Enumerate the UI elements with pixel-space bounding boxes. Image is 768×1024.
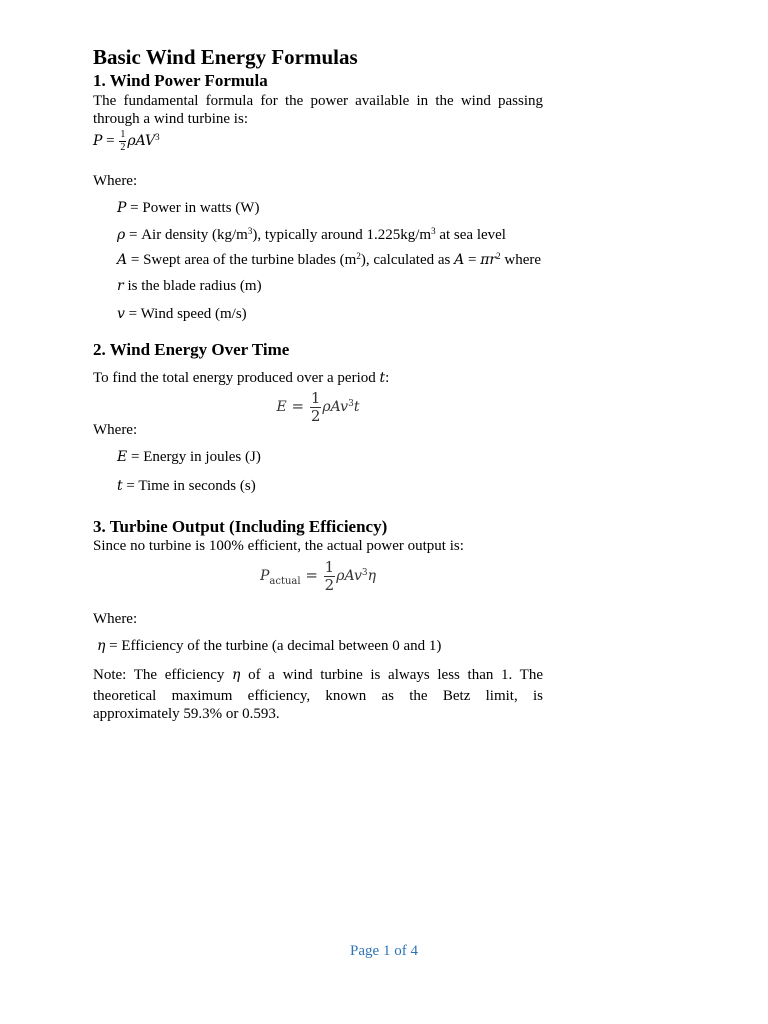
definition-symbol: E xyxy=(117,449,128,465)
definition-energy xyxy=(117,448,547,466)
formula-subscript: actual xyxy=(269,576,301,587)
where-label: Where: xyxy=(93,173,138,189)
formula-energy xyxy=(93,388,543,425)
area-expression-symbol: A xyxy=(454,252,465,268)
formula-turbine-output xyxy=(93,556,543,601)
formula-lhs: P xyxy=(259,568,270,584)
area-expression-rhs: πr xyxy=(480,252,497,268)
unit-exponent: 3 xyxy=(247,226,253,236)
formula-lhs: P xyxy=(93,133,103,149)
formula-fraction xyxy=(119,130,126,153)
paragraph-line: Since no turbine is 100% efficient, the actual power output is: xyxy=(93,538,464,554)
intro-text: : xyxy=(385,370,390,386)
area-expression-equals: = xyxy=(464,252,481,268)
fraction-denominator: 2 xyxy=(310,406,321,425)
page-number: Page 1 of 4 xyxy=(350,943,418,959)
formula-fraction xyxy=(324,557,336,594)
definition-time xyxy=(117,477,547,495)
formula-wind-power xyxy=(93,128,543,154)
definition-text: at sea level xyxy=(435,227,506,243)
document-title: Basic Wind Energy Formulas xyxy=(93,45,358,69)
definition-text: ), calculated as xyxy=(360,252,455,268)
section-heading-wind-power: 1. Wind Power Formula xyxy=(93,71,268,90)
paragraph-line xyxy=(93,369,543,387)
formula-rhs: ρAv xyxy=(336,568,362,584)
formula-tail: η xyxy=(367,568,377,584)
paragraph-line: The fundamental formula for the power available in the wind passing xyxy=(93,93,543,109)
definition-text: where xyxy=(500,252,542,268)
definition-symbol: P xyxy=(117,200,127,216)
intro-text: To find the total energy produced over a period xyxy=(93,370,380,386)
formula-rhs: ρAV xyxy=(127,133,156,149)
definition-symbol: ρ xyxy=(117,227,126,243)
section-heading-energy-over-time: 2. Wind Energy Over Time xyxy=(93,340,290,359)
note-symbol: η xyxy=(232,667,241,683)
definition-text: = Air density (kg/m xyxy=(125,227,248,243)
definition-text: is the blade radius (m) xyxy=(123,278,262,294)
definition-symbol: v xyxy=(117,306,125,322)
definition-symbol: A xyxy=(117,252,128,268)
definition-text: = Energy in joules (J) xyxy=(127,449,261,465)
density-value: 1.225kg/m xyxy=(366,227,432,243)
definition-radius xyxy=(117,277,547,295)
where-label: Where: xyxy=(93,422,138,438)
note-line: theoretical maximum efficiency, known as the Betz limit, is xyxy=(93,688,543,704)
formula-exponent: 3 xyxy=(348,399,354,409)
fraction-numerator: 1 xyxy=(120,129,126,141)
formula-exponent: 3 xyxy=(361,568,368,578)
definition-symbol: t xyxy=(117,478,123,494)
formula-fraction xyxy=(310,388,322,425)
definition-text: = Swept area of the turbine blades (m xyxy=(127,252,357,268)
formula-rhs: ρAv xyxy=(322,399,349,415)
definition-text: = Efficiency of the turbine (a decimal between 0 and 1) xyxy=(105,638,442,654)
intro-symbol: t xyxy=(379,370,386,386)
definition-power xyxy=(117,199,547,217)
formula-equals: = xyxy=(286,397,309,415)
definition-symbol: r xyxy=(117,278,124,294)
note-text: Note: The efficiency xyxy=(93,667,233,683)
note-text: of a wind turbine is always less than 1. The xyxy=(240,667,543,683)
definition-density xyxy=(117,226,547,244)
definition-speed xyxy=(117,305,547,323)
section-heading-turbine-output: 3. Turbine Output (Including Efficiency) xyxy=(93,517,388,536)
definition-text: = Time in seconds (s) xyxy=(122,478,256,494)
formula-tail: t xyxy=(353,399,360,415)
formula-equals: = xyxy=(300,566,323,584)
fraction-denominator: 2 xyxy=(324,575,335,594)
fraction-numerator: 1 xyxy=(310,388,321,407)
definition-area xyxy=(117,251,547,269)
formula-exponent: 3 xyxy=(155,132,160,142)
definition-text: = Wind speed (m/s) xyxy=(124,306,247,322)
fraction-numerator: 1 xyxy=(324,557,335,576)
formula-equals: = xyxy=(102,133,119,149)
definition-text: = Power in watts (W) xyxy=(126,200,260,216)
fraction-denominator: 2 xyxy=(120,142,126,154)
note-line xyxy=(93,666,543,684)
paragraph-line: through a wind turbine is: xyxy=(93,111,248,127)
formula-lhs: E xyxy=(276,399,287,415)
definition-text: ), typically around xyxy=(252,227,367,243)
unit-exponent: 3 xyxy=(431,226,436,236)
definition-symbol: η xyxy=(97,638,106,654)
where-label: Where: xyxy=(93,611,138,627)
definition-efficiency xyxy=(97,637,547,655)
area-expression-exponent: 2 xyxy=(496,251,501,261)
unit-exponent: 2 xyxy=(356,251,361,261)
note-line: approximately 59.3% or 0.593. xyxy=(93,706,280,722)
